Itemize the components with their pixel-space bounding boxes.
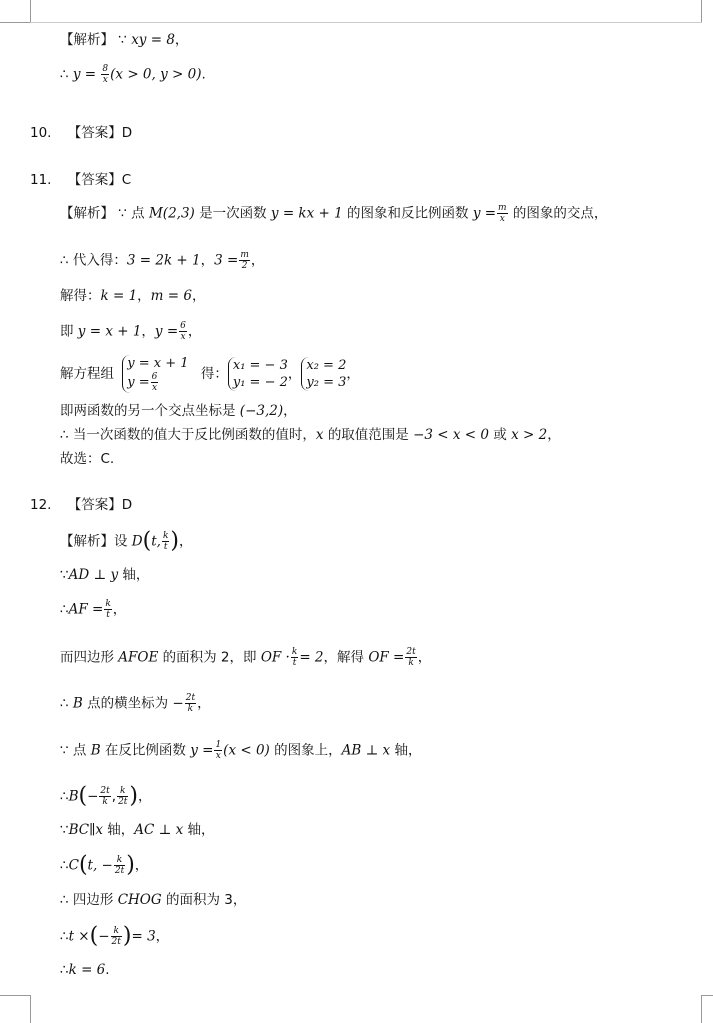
q12-line-5: ∴ B 点的横坐标为 − $\frac{2t}{k}$ ， bbox=[60, 693, 211, 714]
answer-tag: 【答案】 bbox=[67, 125, 122, 141]
fraction: $\frac{1}{x}$ bbox=[215, 740, 222, 761]
answer-value: C bbox=[121, 172, 132, 188]
fraction: $\frac{k}{2t}$ bbox=[114, 855, 125, 876]
fraction: $\frac{k}{2t}$ bbox=[111, 926, 121, 947]
fraction: $\frac{2t}{k}$ bbox=[406, 647, 416, 668]
q12-line-2: ∵AD ⊥ y 轴， bbox=[60, 567, 150, 583]
fraction: $\frac{k}{t}$ bbox=[291, 647, 298, 668]
q12-answer-line bbox=[30, 496, 132, 514]
corner-mark-top-right-v bbox=[701, 0, 702, 22]
fraction: $\frac{m}{x}$ bbox=[498, 203, 507, 224]
q11-line-6: 即两函数的另一个交点坐标是 (−3,2)， bbox=[60, 403, 297, 419]
fraction: $\frac{k}{t}$ bbox=[162, 531, 169, 552]
q11-line-3: 解得：k = 1，m = 6， bbox=[60, 288, 206, 304]
fraction: $\frac{k}{2t}$ bbox=[118, 786, 128, 807]
fraction: $\frac{k}{t}$ bbox=[105, 599, 111, 620]
question-number: 11. bbox=[30, 172, 52, 188]
q11-line-7: ∴ 当一次函数的值大于反比例函数的值时，x 的取值范围是 −3 < x < 0 或 x > 2， bbox=[60, 427, 561, 443]
q11-answer-line bbox=[30, 171, 131, 189]
q12-line-1: 【解析】设 D(t, $\frac{k}{t}$ )， bbox=[60, 528, 193, 554]
answer-value: D bbox=[121, 497, 133, 513]
solution-system-1: x₁ = − 3 y₁ = − 2 bbox=[228, 357, 288, 391]
corner-mark-bottom-right-v bbox=[701, 995, 702, 1023]
q12-line-10: ∴ 四边形 CHOG 的面积为 3， bbox=[60, 892, 247, 908]
q12-line-4: 而四边形 AFOE 的面积为 2，即 OF · $\frac{k}{t}$ = 2，解得 OF = $\frac{2t}{k}$ ， bbox=[60, 647, 432, 668]
q12-line-7: ∴B(− $\frac{2t}{k}$ , $\frac{k}{2t}$ )， bbox=[60, 783, 152, 809]
q12-line-11: ∴t ×(− $\frac{k}{2t}$ )= 3， bbox=[60, 923, 170, 949]
q12-line-9: ∴C(t, − $\frac{k}{2t}$ )， bbox=[60, 852, 149, 878]
question-number: 10. bbox=[30, 125, 52, 141]
solution-system-2: x₂ = 2 y₂ = 3 bbox=[301, 357, 346, 391]
fraction: $\frac{2t}{k}$ bbox=[100, 786, 110, 807]
fraction: $\frac{6}{x}$ bbox=[180, 321, 186, 342]
q12-line-6: ∵ 点 B 在反比例函数 y = $\frac{1}{x}$ (x < 0) 的图象上，AB ⊥ x 轴， bbox=[60, 740, 422, 761]
answer-value: D bbox=[121, 125, 133, 141]
q11-line-4: 即 y = x + 1，y = $\frac{6}{x}$ ， bbox=[60, 321, 202, 342]
answer-tag: 【答案】 bbox=[67, 497, 122, 513]
corner-mark-bottom-right bbox=[701, 995, 713, 996]
corner-mark-top-left bbox=[0, 22, 30, 23]
s1-line-2: ∴ y = $\frac{8}{x}$ (x > 0, y > 0). bbox=[60, 64, 206, 85]
corner-mark-top-left-v bbox=[30, 0, 31, 22]
fraction: $\frac{6}{x}$ bbox=[151, 372, 158, 393]
q10-answer-line bbox=[30, 124, 132, 142]
equation-system: y = x + 1 y = $\frac{6}{x}$ bbox=[122, 355, 188, 393]
q12-line-8: ∵BC∥x 轴，AC ⊥ x 轴， bbox=[60, 822, 215, 838]
q11-line-5: 解方程组 y = x + 1 y = $\frac{6}{x}$ 得： x₁ = − 3 y₁ = − 2 ， x₂ = 2 y₂ = 3 ， bbox=[60, 356, 360, 393]
q11-line-1: 【解析】 ∵ 点 M(2,3) 是一次函数 y = kx + 1 的图象和反比例函数 y = $\frac{m}{x}$ 的图象的交点， bbox=[60, 203, 608, 224]
answer-tag: 【答案】 bbox=[67, 172, 122, 188]
fraction: $\frac{m}{2}$ bbox=[240, 250, 249, 271]
q12-line-3: ∴AF = $\frac{k}{t}$ ， bbox=[60, 599, 127, 620]
s1-line-1: 【解析】 ∵ xy = 8， bbox=[60, 32, 189, 48]
q11-line-2: ∴ 代入得：3 = 2k + 1，3 = $\frac{m}{2}$ ， bbox=[60, 250, 265, 271]
analysis-tag: 【解析】 bbox=[60, 32, 114, 48]
question-number: 12. bbox=[30, 497, 52, 513]
fraction: $\frac{8}{x}$ bbox=[102, 64, 109, 85]
page-top-rule bbox=[30, 22, 702, 23]
corner-mark-bottom-left-v bbox=[30, 995, 31, 1023]
corner-mark-bottom-left bbox=[0, 995, 30, 996]
q11-line-8: 故选：C. bbox=[60, 451, 115, 467]
fraction: $\frac{2t}{k}$ bbox=[185, 693, 196, 714]
q12-line-12: ∴k = 6. bbox=[60, 962, 110, 978]
